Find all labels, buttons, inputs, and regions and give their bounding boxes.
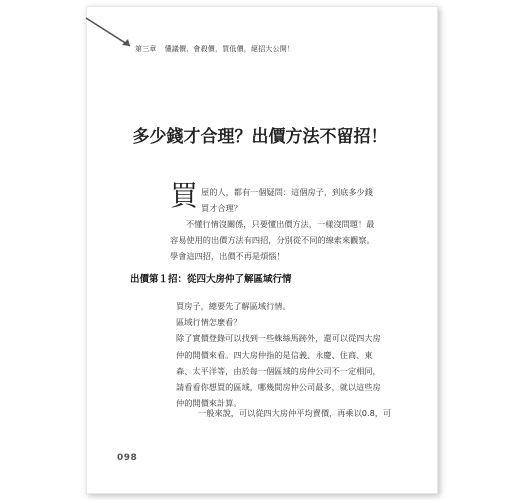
chapter-title: 懂議價、會殺價，買低價，絕招大公開！ bbox=[164, 45, 295, 53]
section-title: 多少錢才合理？出價方法不留招！ bbox=[132, 127, 388, 147]
body-paragraph-4 bbox=[198, 408, 391, 419]
body-paragraph-2: 區域行情怎麼看？ bbox=[176, 317, 242, 328]
intro-paragraph-1-text: 屋的人，都有一個疑問：這個房子，到底多少錢買才合理？ bbox=[201, 187, 373, 213]
drop-cap: 買 bbox=[170, 179, 199, 212]
pointer-arrow-icon bbox=[82, 14, 142, 54]
page-number: 098 bbox=[117, 453, 138, 463]
body-paragraph-1: 買房子，總要先了解區域行情。 bbox=[176, 301, 291, 311]
body-paragraph-3: 除了實價登錄可以找到一些蛛絲馬跡外，還可以從四大房仲的開價來看。四大房仲指的是信義、永慶、住商、東森、太平洋等，由於每一個區域的房仲公司不一定相同，請看看你想買的區域，哪幾間房仲公司最多，就以這些房仲的開價來計算。 bbox=[176, 333, 381, 409]
chapter-label: 第三章 bbox=[135, 45, 157, 53]
intro-text bbox=[170, 179, 380, 264]
subheading: 出價第１招：從四大房仲了解區域行情 bbox=[130, 274, 292, 285]
section-body bbox=[176, 298, 381, 411]
chapter-header bbox=[135, 44, 294, 54]
intro-paragraph-2: 不懂行情沒關係，只要懂出價方法，一樣沒問題！最容易使用的出價方法有四招，分別從不同的線索來觀察。學會這四招，出價不再是煩惱！ bbox=[170, 219, 375, 261]
intro-paragraph-1 bbox=[170, 179, 380, 216]
body-paragraph-4-sans: 房仲平均賣價，再乘以0.8，可 bbox=[279, 408, 392, 418]
body-paragraph-4-serif: 一般來說，可以從四大 bbox=[198, 408, 280, 418]
